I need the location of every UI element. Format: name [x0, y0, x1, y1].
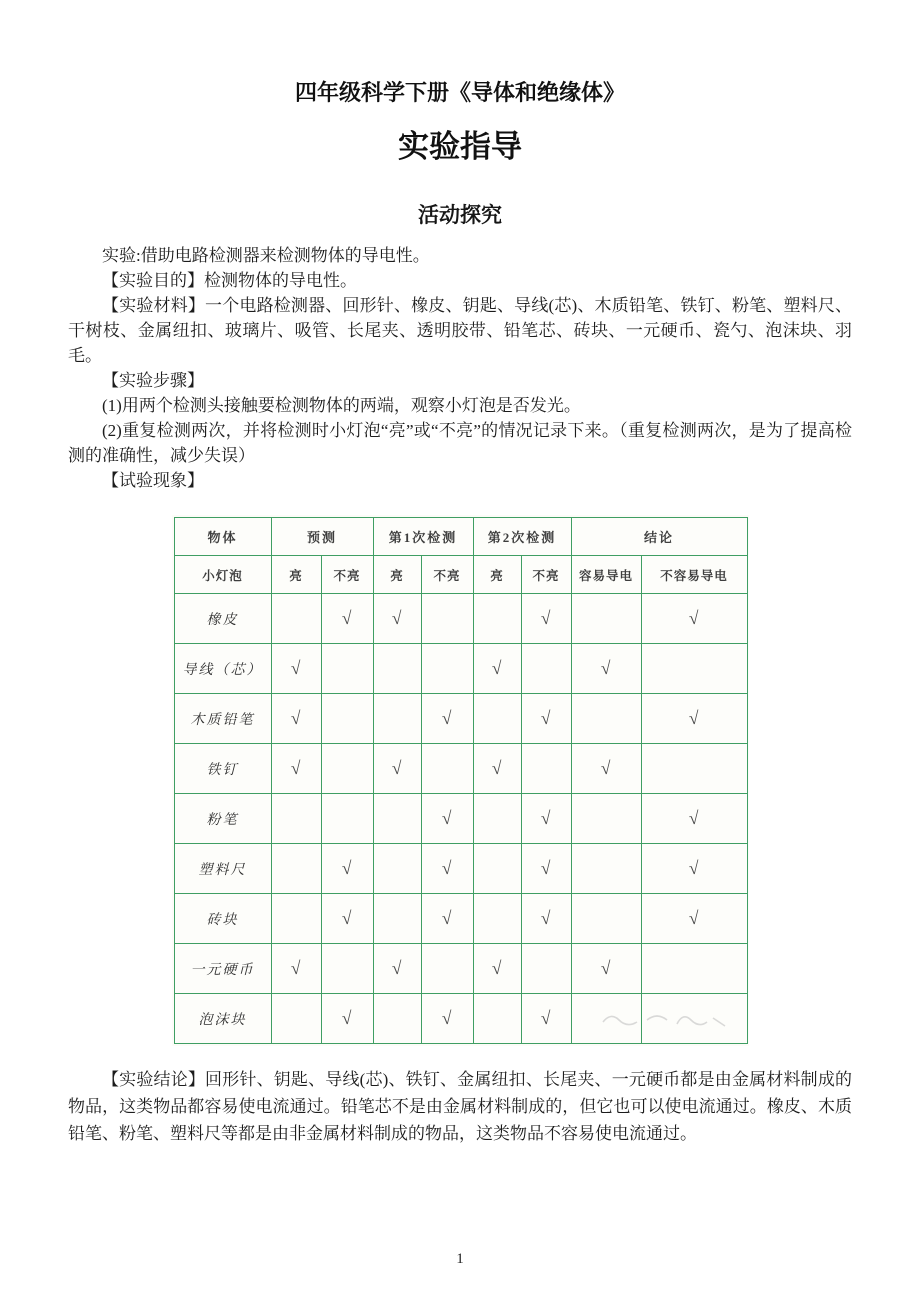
- check-mark: √: [441, 1007, 453, 1029]
- check-cell: [271, 694, 321, 744]
- check-cell: [521, 594, 571, 644]
- empty-cell: [473, 794, 521, 844]
- check-mark: √: [540, 857, 552, 879]
- empty-cell: [321, 794, 373, 844]
- check-cell: [571, 744, 641, 794]
- paragraph-materials: 【实验材料】一个电路检测器、回形针、橡皮、钥匙、导线(芯)、木质铅笔、铁钉、粉笔、塑料尺、干树枝、金属纽扣、玻璃片、吸管、长尾夹、透明胶带、铅笔芯、砖块、一元硬币、瓷勺、泡沫块、羽毛。: [68, 296, 852, 365]
- col-header-object: 物体: [174, 518, 271, 556]
- table-row: [174, 694, 747, 744]
- check-cell: [421, 894, 473, 944]
- check-mark: √: [290, 957, 302, 979]
- empty-cell: [473, 844, 521, 894]
- check-cell: [321, 844, 373, 894]
- empty-cell: [321, 644, 373, 694]
- check-mark: √: [341, 857, 353, 879]
- subheader-notbright-3: 不亮: [521, 556, 571, 594]
- check-cell: [473, 744, 521, 794]
- subheader-conducts: 容易导电: [571, 556, 641, 594]
- paragraph-steps-heading: 【实验步骤】: [102, 371, 204, 390]
- check-cell: [571, 944, 641, 994]
- empty-cell: [571, 794, 641, 844]
- table-header-row-1: [174, 518, 747, 556]
- check-mark: √: [491, 657, 503, 679]
- check-mark: √: [688, 707, 700, 729]
- check-mark: √: [341, 907, 353, 929]
- check-cell: [521, 694, 571, 744]
- table-row: [174, 794, 747, 844]
- document-title-line2: 实验指导: [398, 129, 522, 164]
- check-cell: [521, 994, 571, 1044]
- empty-cell: [421, 944, 473, 994]
- check-cell: [421, 994, 473, 1044]
- check-mark: √: [290, 757, 302, 779]
- empty-cell: [521, 944, 571, 994]
- check-cell: [321, 894, 373, 944]
- check-mark: √: [391, 757, 403, 779]
- col-header-prediction: 预测: [271, 518, 373, 556]
- paragraph-phenomenon-heading: 【试验现象】: [102, 471, 204, 490]
- check-cell: [373, 744, 421, 794]
- check-mark: √: [290, 657, 302, 679]
- object-name-cell: 泡沫块: [174, 994, 271, 1044]
- object-name-cell: 导线（芯）: [174, 644, 271, 694]
- object-name-cell: 塑料尺: [174, 844, 271, 894]
- empty-cell: [571, 694, 641, 744]
- paragraph-purpose: 【实验目的】检测物体的导电性。: [102, 271, 357, 290]
- empty-cell: [271, 994, 321, 1044]
- col-header-test1: 第1次检测: [373, 518, 473, 556]
- paragraph-step-2: (2)重复检测两次，并将检测时小灯泡“亮”或“不亮”的情况记录下来。（重复检测两次，是为了提高检测的准确性，减少失误）: [68, 421, 852, 465]
- empty-cell: [271, 594, 321, 644]
- object-name-cell: 砖块: [174, 894, 271, 944]
- check-cell: [571, 644, 641, 694]
- check-cell: [421, 694, 473, 744]
- check-mark: √: [688, 607, 700, 629]
- check-mark: √: [491, 757, 503, 779]
- table-row: [174, 994, 747, 1044]
- results-table: [174, 517, 748, 1044]
- subheader-bright-2: 亮: [373, 556, 421, 594]
- paragraph-experiment: 实验:借助电路检测器来检测物体的导电性。: [102, 246, 430, 265]
- empty-cell: [421, 644, 473, 694]
- empty-cell: [271, 844, 321, 894]
- object-name-cell: 一元硬币: [174, 944, 271, 994]
- subheader-bright-1: 亮: [271, 556, 321, 594]
- empty-cell: [641, 644, 747, 694]
- check-cell: [321, 994, 373, 1044]
- col-header-conclusion: 结论: [571, 518, 747, 556]
- empty-cell: [473, 994, 521, 1044]
- check-cell: [373, 944, 421, 994]
- check-mark: √: [441, 807, 453, 829]
- check-cell: [271, 744, 321, 794]
- empty-cell: [271, 794, 321, 844]
- check-mark: √: [600, 657, 612, 679]
- check-mark: √: [688, 857, 700, 879]
- empty-cell: [641, 744, 747, 794]
- check-cell: [321, 594, 373, 644]
- check-mark: √: [540, 907, 552, 929]
- page-number: 1: [456, 1251, 464, 1267]
- check-cell: [271, 644, 321, 694]
- paragraph-conclusion: 【实验结论】回形针、钥匙、导线(芯)、铁钉、金属纽扣、长尾夹、一元硬币都是由金属材料制成的物品，这类物品都容易使电流通过。铅笔芯不是由金属材料制成的，但它也可以使电流通过。橡皮、木质铅笔、粉笔、塑料尺等都是由非金属材料制成的物品，这类物品不容易使电流通过。: [68, 1070, 852, 1143]
- empty-cell: [373, 694, 421, 744]
- check-mark: √: [441, 707, 453, 729]
- check-cell: [641, 694, 747, 744]
- document-title-line1: 四年级科学下册《导体和绝缘体》: [294, 80, 625, 105]
- check-mark: √: [600, 757, 612, 779]
- empty-cell: [571, 594, 641, 644]
- empty-cell: [421, 744, 473, 794]
- check-cell: [521, 794, 571, 844]
- subheader-not-conducts: 不容易导电: [641, 556, 747, 594]
- check-mark: √: [341, 1007, 353, 1029]
- empty-cell: [321, 694, 373, 744]
- empty-cell: [521, 744, 571, 794]
- check-mark: √: [600, 957, 612, 979]
- check-cell: [521, 844, 571, 894]
- check-cell: [271, 944, 321, 994]
- check-mark: √: [688, 807, 700, 829]
- empty-cell: [641, 994, 747, 1044]
- check-cell: [641, 844, 747, 894]
- paragraph-step-1: (1)用两个检测头接触要检测物体的两端，观察小灯泡是否发光。: [102, 396, 581, 415]
- check-mark: √: [391, 957, 403, 979]
- check-cell: [473, 944, 521, 994]
- check-cell: [421, 844, 473, 894]
- check-mark: √: [540, 607, 552, 629]
- empty-cell: [321, 944, 373, 994]
- check-mark: √: [688, 907, 700, 929]
- empty-cell: [641, 944, 747, 994]
- section-heading: 活动探究: [418, 203, 502, 227]
- empty-cell: [473, 894, 521, 944]
- check-cell: [421, 794, 473, 844]
- check-mark: √: [441, 907, 453, 929]
- table-row: [174, 894, 747, 944]
- check-mark: √: [341, 607, 353, 629]
- object-name-cell: 粉笔: [174, 794, 271, 844]
- check-mark: √: [290, 707, 302, 729]
- check-cell: [473, 644, 521, 694]
- empty-cell: [571, 894, 641, 944]
- check-mark: √: [441, 857, 453, 879]
- subheader-bright-3: 亮: [473, 556, 521, 594]
- table-row: [174, 594, 747, 644]
- subheader-bulb: 小灯泡: [174, 556, 271, 594]
- check-mark: √: [540, 707, 552, 729]
- experiment-intro-block: [68, 243, 852, 493]
- col-header-test2: 第2次检测: [473, 518, 571, 556]
- table-row: [174, 844, 747, 894]
- conclusion-block: [68, 1066, 852, 1147]
- object-name-cell: 橡皮: [174, 594, 271, 644]
- results-table-body: [174, 594, 747, 1044]
- check-cell: [521, 894, 571, 944]
- empty-cell: [473, 694, 521, 744]
- empty-cell: [373, 994, 421, 1044]
- check-cell: [641, 794, 747, 844]
- check-cell: [641, 594, 747, 644]
- object-name-cell: 铁钉: [174, 744, 271, 794]
- check-mark: √: [540, 807, 552, 829]
- check-cell: [641, 894, 747, 944]
- check-mark: √: [540, 1007, 552, 1029]
- empty-cell: [571, 844, 641, 894]
- table-row: [174, 744, 747, 794]
- empty-cell: [373, 644, 421, 694]
- empty-cell: [421, 594, 473, 644]
- empty-cell: [321, 744, 373, 794]
- check-mark: √: [391, 607, 403, 629]
- object-name-cell: 木质铅笔: [174, 694, 271, 744]
- check-mark: √: [491, 957, 503, 979]
- table-row: [174, 644, 747, 694]
- table-header-row-2: [174, 556, 747, 594]
- table-row: [174, 944, 747, 994]
- empty-cell: [373, 894, 421, 944]
- check-cell: [373, 594, 421, 644]
- results-table-image: [172, 515, 749, 1046]
- empty-cell: [373, 794, 421, 844]
- subheader-notbright-2: 不亮: [421, 556, 473, 594]
- empty-cell: [571, 994, 641, 1044]
- empty-cell: [521, 644, 571, 694]
- empty-cell: [473, 594, 521, 644]
- empty-cell: [271, 894, 321, 944]
- empty-cell: [373, 844, 421, 894]
- subheader-notbright-1: 不亮: [321, 556, 373, 594]
